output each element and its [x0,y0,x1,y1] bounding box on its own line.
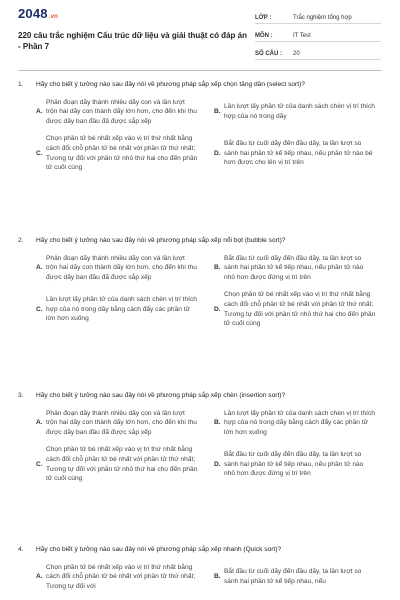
option-letter: A. [36,108,43,116]
logo-suffix: .vn [48,14,59,20]
options-grid [36,254,382,329]
question-text: Hãy cho biết ý tưởng nào sau đây nói về phương pháp sắp xếp chọn tăng dần (select sort)? [36,81,305,88]
option-a[interactable] [36,409,214,438]
question-stem [18,545,382,555]
options-grid [36,409,382,484]
option-letter: B. [214,419,221,427]
option-letter: A. [36,264,43,272]
option-text: Chọn phần tử bé nhất xếp vào vị trí thứ nhất bằng cách đổi chỗ phần tử bé nhất với phần tử thứ nhất; Tương tự đối với phần tử nhỏ thứ hai cho đến phần tử cuối cùng [46,446,198,483]
option-c[interactable] [36,290,214,328]
meta-label: MÔN : [255,33,273,39]
question-number: 3. [18,392,24,399]
option-text: Phân đoạn dãy thành nhiều dãy con và lần lượt trộn hai dãy con thành dãy lớn hơn, cho đến khi thu được dãy ban đầu đã được sắp xếp [46,254,197,281]
question-number: 2. [18,237,24,244]
meta-table [255,6,381,60]
option-b[interactable] [214,98,392,127]
question-stem [18,80,382,90]
logo-text: 2048 [18,6,48,21]
page-header [18,0,382,71]
question-4 [18,545,382,591]
option-text: Chọn phần tử bé nhất xếp vào vị trí thứ nhất bằng cách đổi chỗ phần tử bé nhất với phần tử thứ nhất; Tương tự đối với phần tử nhỏ thứ hai cho đến phần tử cuối cùng [46,135,198,172]
question-text: Hãy cho biết ý tưởng nào sau đây nói về phương pháp sắp xếp nhanh (Quick sort)? [36,546,282,553]
meta-row-subject [255,24,381,42]
option-letter: D. [214,305,221,313]
meta-value: IT Test [293,33,311,39]
option-letter: B. [214,573,221,581]
option-text: Bắt đầu từ cuối dãy đến đầu dãy, ta lần lượt so sánh hai phần tử kế tiếp nhau, nếu phần tử nào nhỏ hơn được đứng vị trí trên [224,254,364,281]
meta-row-count [255,42,381,60]
option-a[interactable] [36,254,214,283]
option-text: Chọn phần tử bé nhất xếp vào vị trí thứ nhất bằng cách đổi chỗ phần tử bé nhất với phần tử thứ nhất; Tương tự đối với [46,563,196,590]
meta-label: SỐ CÂU : [255,51,282,57]
option-c[interactable] [36,134,214,172]
option-letter: B. [214,264,221,272]
question-text: Hãy cho biết ý tưởng nào sau đây nói về phương pháp sắp xếp nổi bọt (bubble sort)? [36,237,286,244]
option-text: Phân đoạn dãy thành nhiều dãy con và lần lượt trộn hai dãy con thành dãy lớn hơn, cho đến khi thu được dãy ban đầu đã được sắp xếp [46,98,197,125]
question-number: 1. [18,81,24,88]
option-text: Lần lượt lấy phần tử của danh sách chèn vị trí thích hợp của nó trong dãy [224,103,375,120]
options-grid [36,98,382,173]
meta-value: Trắc nghiệm tổng hợp [293,15,352,21]
option-letter: D. [214,149,221,157]
question-text: Hãy cho biết ý tưởng nào sau đây nói về phương pháp sắp xếp chèn (insertion sort)? [36,392,286,399]
option-letter: C. [36,460,43,468]
option-a[interactable] [36,563,214,592]
question-1 [18,80,382,173]
option-d[interactable] [214,290,392,328]
meta-label: LỚP : [255,15,272,21]
site-logo[interactable] [18,6,58,21]
option-text: Bắt đầu từ cuối dãy đến đầu dãy, ta lần lượt so sánh hai phần tử kế tiếp nhau, nếu [224,568,362,585]
question-3 [18,391,382,484]
page-title: 220 câu trắc nghiệm Cấu trúc dữ liệu và giải thuật có đáp án - Phần 7 [18,31,247,51]
option-letter: D. [214,460,221,468]
option-text: Lần lượt lấy phần tử của danh sách chèn vị trí thích hợp của nó trong dãy bằng cách đẩy các phần tử lớn hơn xuống [224,409,375,436]
option-b[interactable] [214,254,392,283]
option-letter: A. [36,419,43,427]
option-text: Bắt đầu từ cuối dãy đến đầu dãy, ta lần lượt so sánh hai phần tử kế tiếp nhau, nếu phần tử nào nhỏ hơn được đứng vị trí trên [224,451,364,478]
option-text: Lần lượt lấy phần tử của danh sách chèn vị trí thích hợp của nó trong dãy bằng cách đẩy các phần tử lớn hơn xuống [46,296,197,323]
option-letter: C. [36,149,43,157]
option-letter: A. [36,573,43,581]
option-text: Chọn phần tử bé nhất xếp vào vị trí thứ nhất bằng cách đổi chỗ phần tử bé nhất với phần tử thứ nhất; Tương tự đối với phần tử nhỏ thứ hai cho đến phần tử cuối cùng [224,291,376,328]
option-letter: C. [36,305,43,313]
option-letter: B. [214,108,221,116]
option-b[interactable] [214,563,392,592]
question-stem [18,391,382,401]
option-c[interactable] [36,445,214,483]
option-b[interactable] [214,409,392,438]
question-stem [18,236,382,246]
option-a[interactable] [36,98,214,127]
meta-value: 20 [293,51,300,57]
options-grid [36,563,382,592]
question-number: 4. [18,546,24,553]
option-d[interactable] [214,445,392,483]
option-text: Phân đoạn dãy thành nhiều dãy con và lần lượt trộn hai dãy con thành dãy lớn hơn, cho đến khi thu được dãy ban đầu đã được sắp xếp [46,409,197,436]
meta-row-class [255,6,381,24]
question-2 [18,236,382,329]
option-text: Bắt đầu từ cuối dãy đến đầu dãy, ta lần lượt so sánh hai phần tử kế tiếp nhau, nếu phần tử nào bé hơn được cho lên vị trí trên [224,140,373,167]
option-d[interactable] [214,134,392,172]
